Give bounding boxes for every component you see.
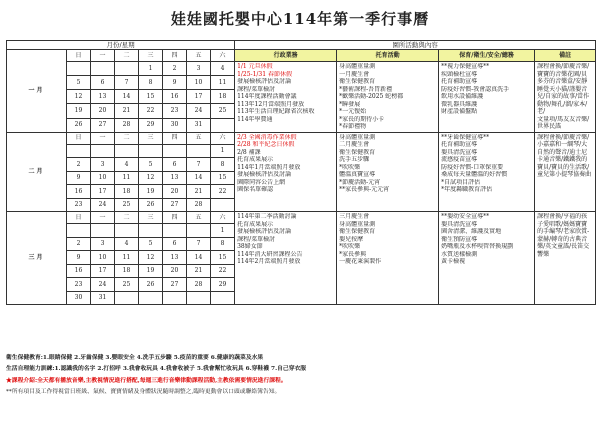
admin-line: 1/1 元旦休假 — [237, 63, 273, 71]
note-line: 課程會換/節慶音樂/寶寶的音樂花園/貝多芬的音樂盒/安靜睡覺天小貓/謹嬰音兒/自家的故事/當作動物/舞孔/溜/家本/老/ — [537, 63, 590, 116]
day-cell: 20 — [163, 264, 187, 278]
weekday-6: 六 — [211, 132, 235, 144]
day-cell: 28 — [187, 198, 211, 212]
day-cell: 1 — [139, 62, 163, 76]
day-cell: 4 — [211, 62, 235, 76]
admin-line: 2/8 補課 — [237, 148, 261, 156]
day-cell: 12 — [67, 90, 91, 104]
care-line: 黃卡檢視 — [441, 258, 466, 266]
day-cell: 29 — [139, 118, 163, 132]
day-cell: 21 — [115, 104, 139, 118]
day-cell: 20 — [91, 104, 115, 118]
day-cell — [91, 144, 115, 158]
day-cell: 30 — [163, 118, 187, 132]
admin-line: 課程/菜單檢討 — [237, 235, 276, 243]
day-cell: 11 — [211, 76, 235, 90]
admin-line: 38婦女節 — [237, 243, 263, 251]
day-cell: 29 — [211, 278, 235, 292]
care-line: 園舍清潔、維護及實地 — [441, 228, 502, 236]
day-cell: 3 — [91, 158, 115, 172]
day-cell — [211, 118, 235, 132]
weekday-4: 四 — [163, 212, 187, 224]
admin-line: 托育成果展示 — [237, 156, 274, 164]
admin-line: 1/25-1/31 春節休假 — [237, 70, 292, 78]
month-label: 一月 — [7, 50, 67, 133]
note-line: 文量項/馬友友音樂/世界民謠 — [537, 115, 590, 131]
weekday-6: 六 — [211, 50, 235, 62]
day-cell: 15 — [211, 171, 235, 185]
weekday-3: 三 — [139, 132, 163, 144]
care-line: 微乳器具維護 — [441, 100, 478, 108]
day-cell: 14 — [115, 90, 139, 104]
column-header-3: 備註 — [535, 50, 596, 62]
care-line: 防疫好習慣-口罩保重要 — [441, 163, 504, 171]
care-line: 托育補助宣導 — [441, 141, 478, 149]
day-cell: 23 — [67, 278, 91, 292]
day-cell — [67, 224, 91, 238]
disclaimer: **所有項目及工作得視當日班級、氣候、寶寶情緒及身體狀況隨時調整之,臨時更動會以口頭或聯絡簿告知。 — [6, 389, 281, 395]
day-cell: 11 — [115, 171, 139, 185]
activity-line: 衛生保健教育 — [339, 148, 376, 156]
admin-cell — [235, 212, 337, 305]
day-cell: 7 — [187, 158, 211, 172]
activity-line: *春節禮物 — [339, 123, 367, 131]
day-cell: 17 — [91, 185, 115, 199]
day-cell — [211, 198, 235, 212]
care-cell — [439, 62, 535, 133]
care-line: 托育補助宣導 — [441, 78, 478, 86]
day-cell: 16 — [67, 264, 91, 278]
day-cell: 5 — [139, 158, 163, 172]
care-line: **嬰幼安全宣導** — [441, 213, 490, 221]
admin-line: 發展檢核評估及討論 — [237, 228, 292, 236]
day-cell — [187, 144, 211, 158]
activity-line: *藝術課程-吾胃新禮 — [339, 85, 393, 93]
day-cell: 6 — [163, 158, 187, 172]
activity-line: *家長的期待小卡 — [339, 115, 385, 123]
day-cell: 2 — [67, 158, 91, 172]
activity-line: 嬰兒按摩 — [339, 235, 364, 243]
note-line: 課程會換/節慶音樂/小嘉嘉和一綱琴/大自然的聲音/迪士尼卡通音樂/鐵鐵我的寶貝/寶貝的生活歌/童兒第小提琴協奏曲 — [537, 133, 592, 179]
day-cell: 9 — [67, 251, 91, 265]
page-title: 娃娃國托嬰中心114年第一季行事曆 — [170, 10, 430, 28]
column-header-1: 托育活動 — [337, 50, 439, 62]
day-cell: 18 — [211, 90, 235, 104]
care-line: *年度縣職教育評估 — [441, 186, 493, 194]
activity-line: *歡樂活動-2025 蛇榜都 — [339, 93, 404, 101]
admin-line: 發展檢核評估及討論 — [237, 78, 292, 86]
weekday-1: 一 — [91, 132, 115, 144]
month-week-header: 月份/星期 — [7, 41, 235, 50]
day-cell: 15 — [211, 251, 235, 265]
admin-line: 114年1月當端照月發放 — [237, 163, 301, 171]
day-cell — [139, 144, 163, 158]
weekday-0: 日 — [67, 50, 91, 62]
care-line: 衛生預防宣導 — [441, 235, 478, 243]
admin-line: 113年12月當端照月發放 — [237, 100, 305, 108]
day-cell: 15 — [139, 90, 163, 104]
day-cell: 25 — [211, 104, 235, 118]
weekday-3: 三 — [139, 212, 163, 224]
care-line: **視力保健宣導** — [441, 63, 490, 71]
weekday-4: 四 — [163, 132, 187, 144]
weekday-2: 二 — [115, 132, 139, 144]
admin-line: 114年2月當端照月發放 — [237, 258, 301, 266]
admin-line: 園際同容公告上網 — [237, 178, 286, 186]
day-cell: 18 — [115, 264, 139, 278]
day-cell: 14 — [187, 171, 211, 185]
activity-line: *一元復始 — [339, 108, 367, 116]
day-cell: 3 — [91, 237, 115, 251]
care-line: *自試項目評估 — [441, 178, 481, 186]
admin-line: 113年生活自理紀錄省次核收 — [237, 108, 315, 116]
month-header-row — [7, 50, 596, 62]
care-line: 財產設備盤點 — [441, 108, 478, 116]
weekday-0: 日 — [67, 132, 91, 144]
admin-line: 托育成果展示 — [237, 220, 274, 228]
day-cell: 25 — [115, 198, 139, 212]
day-cell: 21 — [187, 185, 211, 199]
activity-line: 衛生保健教育 — [339, 228, 376, 236]
note-line: 課程會換/亨福的孩子愛唱歌/媽媽寶寶的手編琴/老家欣賞-蒙赫/轉奇的古典音樂/英文童謠/長笛交響樂 — [537, 213, 590, 258]
day-cell: 28 — [115, 118, 139, 132]
month-header-row — [7, 212, 596, 224]
care-line: 水質送樣檢測 — [441, 250, 478, 258]
day-cell: 26 — [139, 278, 163, 292]
admin-line: 園保名單確認 — [237, 186, 274, 194]
activity-line: **家長參與-元元宵 — [339, 186, 390, 194]
weekday-2: 二 — [115, 212, 139, 224]
care-cell — [439, 212, 535, 305]
day-cell — [211, 291, 235, 305]
day-cell — [91, 224, 115, 238]
admin-line: 2/28 和平紀念日休假 — [237, 141, 295, 149]
weekday-5: 五 — [187, 50, 211, 62]
day-cell: 26 — [139, 198, 163, 212]
care-line: 桑成每天量體溫的好習慣 — [441, 171, 508, 179]
day-cell: 31 — [91, 291, 115, 305]
day-cell: 6 — [163, 237, 187, 251]
admin-cell — [235, 132, 337, 212]
day-cell: 28 — [187, 278, 211, 292]
day-cell: 16 — [163, 90, 187, 104]
note-cell — [535, 62, 596, 133]
day-cell — [115, 291, 139, 305]
weekday-1: 一 — [91, 212, 115, 224]
weekday-6: 六 — [211, 212, 235, 224]
weekday-1: 一 — [91, 50, 115, 62]
activity-line: *家長參與 — [339, 250, 367, 258]
day-cell: 9 — [163, 76, 187, 90]
day-cell: 2 — [163, 62, 187, 76]
care-line: 嬰具清洗宣導 — [441, 148, 478, 156]
admin-line: 114年學費通 — [237, 115, 273, 123]
day-cell: 23 — [163, 104, 187, 118]
note-cell — [535, 132, 596, 212]
weekday-0: 日 — [67, 212, 91, 224]
activity-line: *吹吹樂 — [339, 243, 361, 251]
life-skills: 生活自理能力訓練:1.認識我的名字 2.打招呼 3.我會收玩具 4.我會收被子 5.我會幫忙收玩具 6.穿鞋襪 7.自己穿衣服 — [6, 366, 307, 372]
care-line: 飲用水設備維護 — [441, 93, 484, 101]
activity-line: 衛生保健教育 — [339, 78, 376, 86]
activity-cell — [337, 212, 439, 305]
activity-line: 體溫真寶宣導 — [339, 171, 376, 179]
day-cell — [67, 144, 91, 158]
day-cell: 6 — [91, 76, 115, 90]
day-cell: 19 — [139, 185, 163, 199]
activity-line: 一慶花秉演製作 — [339, 258, 382, 266]
activity-cell — [337, 62, 439, 133]
activities-header: 園所活動與內容 — [235, 41, 596, 50]
day-cell: 3 — [187, 62, 211, 76]
day-cell — [139, 291, 163, 305]
day-cell: 22 — [211, 185, 235, 199]
day-cell — [67, 62, 91, 76]
care-line: 嬰具清洗宣導 — [441, 220, 478, 228]
day-cell: 21 — [187, 264, 211, 278]
day-cell: 23 — [67, 198, 91, 212]
activity-line: *吹吹樂 — [339, 163, 361, 171]
care-line: 流感疫苗宣導 — [441, 156, 478, 164]
activity-line: *瞬發展 — [339, 100, 361, 108]
month-header-row — [7, 132, 596, 144]
day-cell: 27 — [163, 198, 187, 212]
day-cell — [163, 291, 187, 305]
activity-line: 二月慶生會 — [339, 141, 370, 149]
admin-cell — [235, 62, 337, 133]
day-cell: 22 — [139, 104, 163, 118]
day-cell — [163, 144, 187, 158]
day-cell: 13 — [91, 90, 115, 104]
day-cell: 16 — [67, 185, 91, 199]
day-cell: 31 — [187, 118, 211, 132]
day-cell: 24 — [91, 278, 115, 292]
day-cell: 10 — [91, 171, 115, 185]
day-cell: 12 — [139, 171, 163, 185]
column-header-0: 行政業務 — [235, 50, 337, 62]
day-cell: 10 — [187, 76, 211, 90]
day-cell: 9 — [67, 171, 91, 185]
care-line: 奶嘴瓶及水杯嗅管替換規劃 — [441, 243, 514, 251]
day-cell: 24 — [91, 198, 115, 212]
day-cell — [115, 144, 139, 158]
calendar-table — [6, 40, 596, 305]
day-cell — [187, 224, 211, 238]
day-cell — [115, 62, 139, 76]
care-line: **牙齒保健宣導** — [441, 133, 490, 141]
activity-line: *節慶活動-元宵 — [339, 178, 381, 186]
day-cell — [115, 224, 139, 238]
care-cell — [439, 132, 535, 212]
care-line: 疾頭檢杜宣導 — [441, 70, 478, 78]
day-cell: 11 — [115, 251, 139, 265]
activity-line: 身高體重量測 — [339, 133, 376, 141]
day-cell: 7 — [187, 237, 211, 251]
weekday-3: 三 — [139, 50, 163, 62]
day-cell: 25 — [115, 278, 139, 292]
activity-line: 三月慶生會 — [339, 213, 370, 221]
day-cell: 5 — [67, 76, 91, 90]
month-label: 三月 — [7, 212, 67, 305]
column-header-2: 保育/衛生/安全/總務 — [439, 50, 535, 62]
health-topics: 衛生保健教育:1.眼睛保健 2.牙齒保健 3.嬰眼安全 4.洗手五步驟 5.疫苗的重要 6.健康的蔬菜及水果 — [6, 355, 264, 361]
day-cell: 17 — [91, 264, 115, 278]
day-cell — [139, 224, 163, 238]
day-cell: 8 — [211, 158, 235, 172]
day-cell: 5 — [139, 237, 163, 251]
care-line: 防疫好習慣-我會認真洗手 — [441, 85, 510, 93]
weekday-5: 五 — [187, 212, 211, 224]
activity-cell — [337, 132, 439, 212]
day-cell: 26 — [67, 118, 91, 132]
day-cell: 30 — [67, 291, 91, 305]
day-cell: 8 — [139, 76, 163, 90]
day-cell: 19 — [139, 264, 163, 278]
activity-line: 身高體重量測 — [339, 63, 376, 71]
day-cell — [163, 224, 187, 238]
week-row — [7, 62, 596, 76]
day-cell: 27 — [91, 118, 115, 132]
activity-line: 身高體重量測 — [339, 220, 376, 228]
month-label: 二月 — [7, 132, 67, 212]
day-cell: 13 — [163, 251, 187, 265]
day-cell — [187, 291, 211, 305]
day-cell: 27 — [163, 278, 187, 292]
admin-line: 114年消大研習課程公告 — [237, 250, 303, 258]
weekday-4: 四 — [163, 50, 187, 62]
weekday-5: 五 — [187, 132, 211, 144]
day-cell: 22 — [211, 264, 235, 278]
day-cell: 20 — [163, 185, 187, 199]
day-cell: 14 — [187, 251, 211, 265]
day-cell: 1 — [211, 144, 235, 158]
day-cell: 1 — [211, 224, 235, 238]
day-cell — [91, 62, 115, 76]
day-cell: 18 — [115, 185, 139, 199]
admin-line: 114年第二季活動討論 — [237, 213, 297, 221]
activity-line: 一月慶生會 — [339, 70, 370, 78]
course-notice: ★課程介紹:全天都有播放音樂,主教視情況進行搭配,每週三進行音樂律動課程活動,主教依需要情況進行課程。 — [6, 378, 287, 384]
admin-line: 2/3 全國消毒作業休假 — [237, 133, 297, 141]
day-cell: 10 — [91, 251, 115, 265]
activity-line: 洗手五步驟 — [339, 156, 370, 164]
admin-line: 114年度課程活動會議 — [237, 93, 297, 101]
day-cell: 2 — [67, 237, 91, 251]
weekday-2: 二 — [115, 50, 139, 62]
admin-line: 發展檢核評估及討論 — [237, 171, 292, 179]
day-cell: 4 — [115, 237, 139, 251]
day-cell: 7 — [115, 76, 139, 90]
day-cell: 8 — [211, 237, 235, 251]
note-cell — [535, 212, 596, 305]
day-cell: 24 — [187, 104, 211, 118]
day-cell: 17 — [187, 90, 211, 104]
day-cell: 19 — [67, 104, 91, 118]
day-cell: 4 — [115, 158, 139, 172]
day-cell: 12 — [139, 251, 163, 265]
day-cell: 13 — [163, 171, 187, 185]
admin-line: 課程/菜單檢討 — [237, 85, 276, 93]
